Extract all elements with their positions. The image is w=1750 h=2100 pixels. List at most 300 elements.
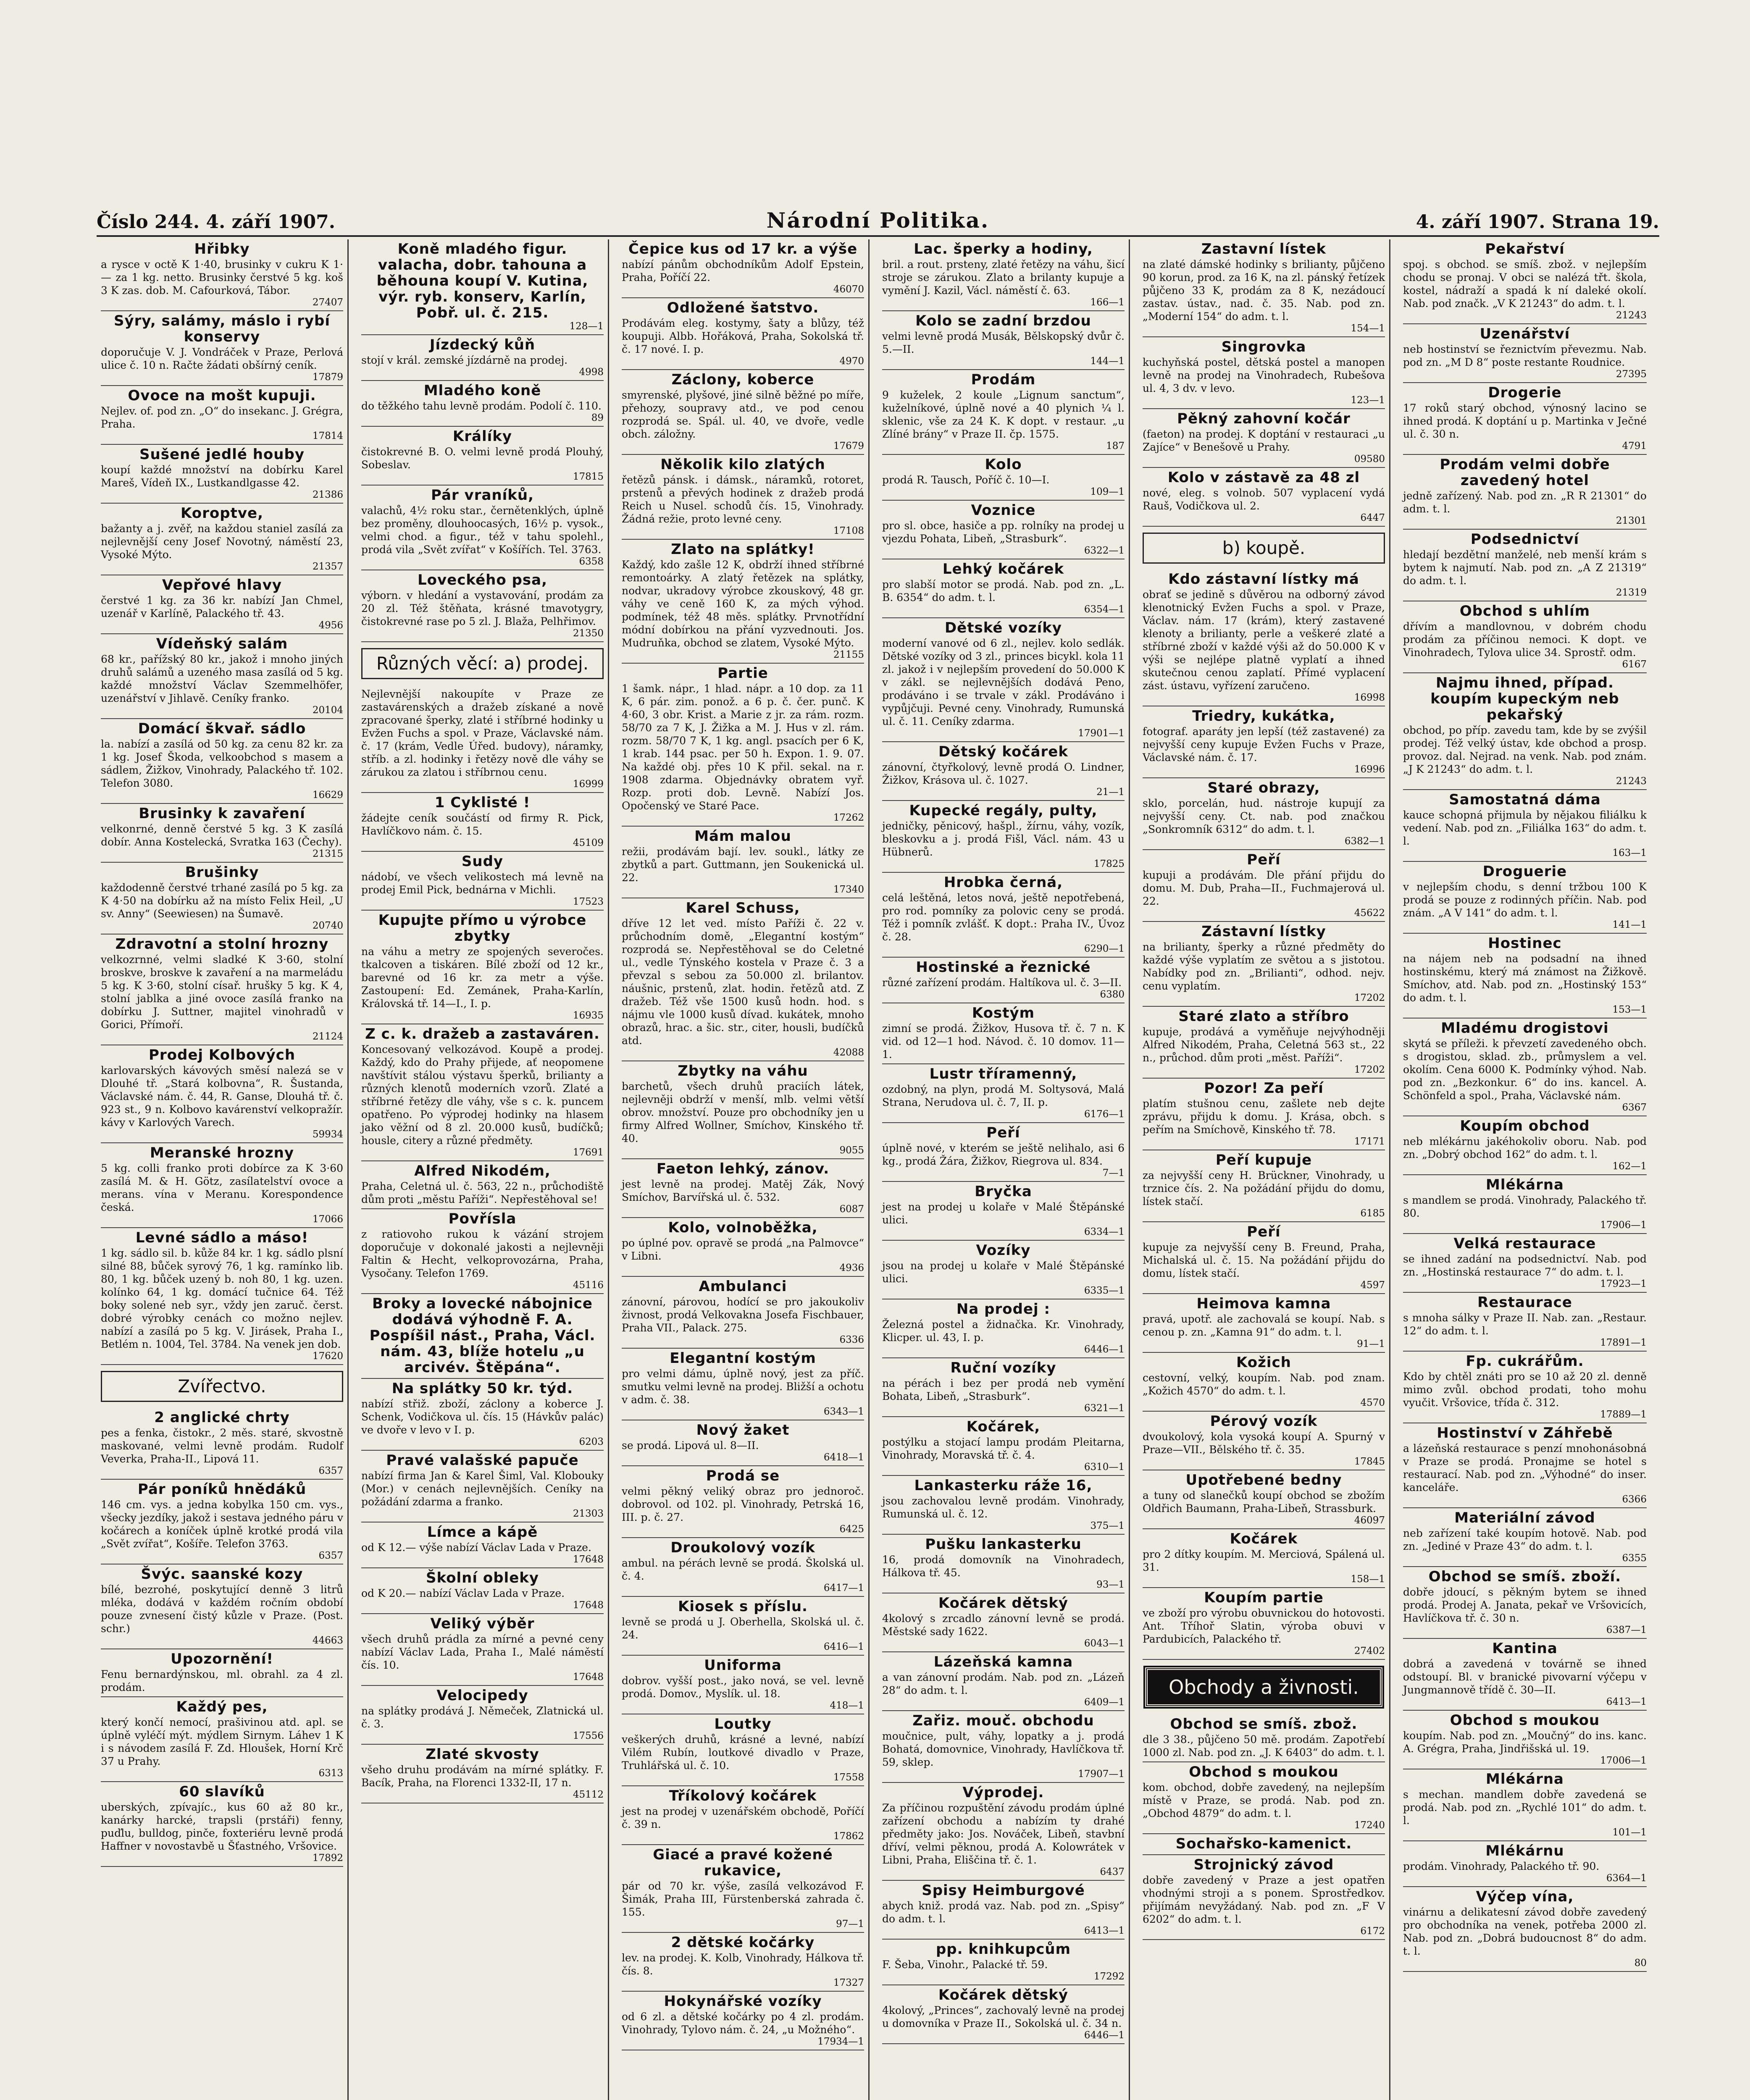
classified-ad <box>882 1711 1125 1783</box>
ad-reference-number: 45116 <box>573 1280 604 1291</box>
ad-reference-number: 59934 <box>312 1129 343 1140</box>
ad-text: s mechan. mandlem dobře zavedená se prodá. Nab. pod zn. „Rychlé 101“ do adm. t. l. <box>1403 1788 1647 1827</box>
ad-reference-number: 162—1 <box>1612 1161 1647 1172</box>
ad-reference-number: 17262 <box>833 812 864 823</box>
classified-ad <box>361 1209 604 1294</box>
ad-title: Velocipedy <box>436 1687 528 1704</box>
classified-ad <box>882 1476 1125 1535</box>
ad-reference-number: 17066 <box>312 1214 343 1225</box>
ad-text: na splátky prodává J. Němeček, Zlatnická ul. č. 3. <box>361 1705 604 1730</box>
ad-title: Elegantní kostým <box>670 1350 816 1367</box>
classified-ad <box>1403 1567 1647 1639</box>
ad-text: pravá, upotř. ale zachovalá se koupí. Nab. s cenou p. zn. „Kamna 91“ do adm. t. l. <box>1143 1313 1385 1338</box>
ad-title: Obchod s moukou <box>1189 1764 1339 1780</box>
classified-ad <box>101 445 343 504</box>
ad-text: v nejlepším chodu, s denní tržbou 100 K prodá se pouze z rodinných příčin. Nab. pod znám. „A V 141“ do adm. t. l. <box>1403 881 1647 919</box>
ad-title: Zařiz. mouč. obchodu <box>912 1712 1094 1729</box>
classified-ad <box>882 801 1125 873</box>
ad-text: dobře jdoucí, s pěkným bytem se ihned prodá. Prodej A. Janata, pekař ve Vršovicích, Havlíčkova tř. č. 30 n. <box>1403 1586 1647 1624</box>
ad-reference-number: 45622 <box>1354 908 1385 919</box>
classified-ad <box>1403 1841 1647 1887</box>
ad-title: Vozíky <box>976 1242 1031 1259</box>
ad-title: Samostatná dáma <box>1449 791 1601 808</box>
ad-text: hledají bezdětní manželé, neb menší krám s bytem k najmutí. Nab. pod zn. „A Z 21319“ do adm. t. l. <box>1403 549 1647 587</box>
ad-text: sklo, porcelán, hud. nástroje kupují za nejvyšší ceny. Ct. nab. pod značkou „Sonkromník 6312“ do adm. t. l. <box>1143 797 1385 835</box>
ad-text: skytá se příleži. k převzetí zavedeného obch. s drogistou, sklad. zb., průmyslem a vel. okolím. Cena 6000 K. Podmínky výhod. Nab. pod zn. „Bezkonkur. 6“ do ins. kancel. A. Schönfeld a spol., Praha, Václavské nám. <box>1403 1037 1647 1102</box>
ad-reference-number: 93—1 <box>1096 1579 1125 1590</box>
classified-ad <box>622 827 864 898</box>
classified-ad <box>1403 934 1647 1018</box>
ad-text: po úplné pov. opravě se prodá „na Palmovce“ v Libni. <box>622 1237 864 1262</box>
ad-reference-number: 187 <box>1106 441 1125 452</box>
ad-reference-number: 6357 <box>318 1465 343 1476</box>
classified-ad <box>1143 239 1385 337</box>
classified-ad <box>1403 673 1647 790</box>
column-4 <box>878 239 1130 2100</box>
ad-title: Zdravotní a stolní hrozny <box>115 936 329 953</box>
ad-text: la. nabízí a zasílá od 50 kg. za cenu 82 kr. za 1 kg. Josef Škoda, velkoobchod s masem a sádlem, Žižkov, Vinohrady, Palackého tř. 102. Telefon 3080. <box>101 738 343 789</box>
ad-reference-number: 17171 <box>1354 1136 1385 1147</box>
ad-reference-number: 21350 <box>573 628 604 639</box>
ad-reference-number: 17891—1 <box>1600 1337 1647 1348</box>
ad-reference-number: 144—1 <box>1090 356 1125 367</box>
ad-title: Na prodej : <box>956 1301 1051 1318</box>
ad-title: Několik kilo zlatých <box>660 456 825 473</box>
ad-title: Koroptve, <box>181 505 263 522</box>
ad-text: neb hostinství se řeznictvím převezmu. Nab. pod zn. „M D 8“ poste restante Roudnice. <box>1403 343 1647 368</box>
classified-ad <box>1143 1222 1385 1294</box>
ad-reference-number: 6416—1 <box>823 1641 864 1652</box>
classified-ad <box>361 486 604 570</box>
ad-title: Tříkolový kočárek <box>669 1788 817 1804</box>
ad-text: každodenně čerstvé trhané zasílá po 5 kg. za K 4·50 na dobírku až na místo Felix Heil, „U sv. Anny“ (Seewiesen) na Šumavě. <box>101 882 343 920</box>
ad-title: Peří kupuje <box>1215 1152 1312 1168</box>
ad-title: Zástavní lístky <box>1201 923 1326 940</box>
classified-ad <box>882 742 1125 801</box>
ad-title: 60 slavíků <box>179 1783 265 1800</box>
ad-title: Lázeňská kamna <box>933 1654 1073 1670</box>
ad-title: Fp. cukrářům. <box>1466 1353 1584 1370</box>
ad-title: Školní obleky <box>426 1570 539 1586</box>
ad-reference-number: 80 <box>1634 1958 1647 1969</box>
classified-ad <box>882 1940 1125 1985</box>
ad-text: nabízí firma Jan & Karel Šiml, Val. Klobouky (Mor.) v cenách nejlevnějších. Ceníky na požádání zdarma a franko. <box>361 1470 604 1508</box>
ad-title: Kolo <box>985 456 1022 473</box>
ad-text: kauce schopná přijmula by nějakou filiálku k vedení. Nab. pod zn. „Filiálka 163“ do adm. t. l. <box>1403 809 1647 847</box>
ad-title: Pérový vozík <box>1210 1413 1318 1430</box>
ad-text: dvoukolový, kola vysoká koupí A. Spurný v Praze—VII., Bělského tř. č. 35. <box>1143 1431 1385 1456</box>
ad-text: pes a fenka, čistokr., 2 měs. staré, skvostně maskované, velmi levně prodám. Rudolf Veverka, Praha-II., Lipová 11. <box>101 1427 343 1465</box>
classified-ad <box>361 911 604 1024</box>
ad-reference-number: 27402 <box>1354 1646 1385 1656</box>
ad-text: na pérách i bez per prodá neb vymění Bohata, Libeň, „Strasburk“. <box>882 1377 1125 1402</box>
ad-title: Hrobka černá, <box>943 874 1063 891</box>
classified-ad <box>882 1417 1125 1476</box>
classified-ad <box>1143 1353 1385 1412</box>
ad-reference-number: 6203 <box>579 1436 604 1447</box>
classified-ad <box>1143 1412 1385 1470</box>
ad-title: Broky a lovecké nábojnice dodává výhodně F. A. Pospíšil nást., Praha, Václ. nám. 43, blíže hotelu „u arcivév. Štěpána“. <box>369 1295 596 1376</box>
ad-text: jest na prodej u kolaře v Malé Štěpánské ulici. <box>882 1201 1125 1226</box>
ad-title: Pár vraníků, <box>431 487 534 504</box>
ad-reference-number: 45109 <box>573 837 604 848</box>
ad-reference-number: 21243 <box>1616 310 1647 321</box>
ad-text: žádejte ceník součástí od firmy R. Pick, Havlíčkovo nám. č. 15. <box>361 812 604 837</box>
classified-ad <box>1143 1470 1385 1529</box>
ad-text: a lázeňská restaurace s penzí mnohonásobná v Praze se prodá. Pronajme se hotel s restaurací. Nab. pod zn. „Výhodné“ do inser. kanceláře. <box>1403 1442 1647 1494</box>
ad-reference-number: 09580 <box>1354 454 1385 465</box>
ad-title: Restaurace <box>1477 1294 1572 1311</box>
ad-title: Ruční vozíky <box>950 1360 1056 1376</box>
ad-reference-number: 21319 <box>1616 587 1647 598</box>
ad-text: na váhu a metry ze spojených severočes. tkalcoven a tiskáren. Bílé zboží od 12 kr., barevné od 16 kr. za metr a výše. Zastoupení: Ed. Zemánek, Praha-Karlín, Královská tř. 14—I., I. p. <box>361 945 604 1010</box>
ad-reference-number: 17108 <box>833 525 864 536</box>
classified-ad <box>361 1024 604 1161</box>
classified-ad <box>101 1480 343 1564</box>
ad-reference-number: 6172 <box>1360 1926 1385 1937</box>
classified-ad <box>101 1649 343 1697</box>
classified-ad <box>1403 1639 1647 1711</box>
ad-text: Praha, Celetná ul. č. 563, 22 n., průchodiště dům proti „městu Paříži“. Nepřestěhoval se! <box>361 1180 604 1205</box>
ad-reference-number: 6446—1 <box>1084 2030 1125 2041</box>
classified-ad <box>101 311 343 386</box>
ad-reference-number: 6364—1 <box>1606 1873 1647 1884</box>
ad-reference-number: 109—1 <box>1090 486 1125 497</box>
classified-ad <box>101 1143 343 1228</box>
ad-title: Singrovka <box>1221 339 1306 355</box>
ad-text: celá leštěná, letos nová, ještě nepotřebená, pro rod. pomníky za polovic ceny se prodá. Též i pomník zvlášť. K dopt.: Praha IV., Úvoz č. 28. <box>882 892 1125 943</box>
classified-ad <box>1403 1423 1647 1508</box>
ad-text: stojí v král. zemské jízdárně na prodej. <box>361 354 568 366</box>
ad-text: 4kolový s zrcadlo zánovní levně se prodá. Městské sady 1622. <box>882 1612 1125 1638</box>
ad-title: Domácí škvař. sádlo <box>138 720 306 737</box>
ad-text: Nejlevnější nakoupíte v Praze ze zastavárenských a dražeb získané a nově zpracované šperky, zlaté i stříbrné hodinky u Evžen Fuchs a spol. v Praze, Václavské nám. č. 17 (krám, Vedle Úřed. budovy), náramky, stříb. a zl. hodinky i řetězy nově dle váhy se zárukou za zlatou i stříbrnou cenu. <box>361 688 604 778</box>
classified-ad <box>361 1294 604 1379</box>
ad-title: Koupím obchod <box>1460 1118 1590 1134</box>
classified-ad <box>101 386 343 445</box>
ad-text: (faeton) na prodej. K doptání v restauraci „u Zajíce“ v Benešově u Prahy. <box>1143 428 1385 453</box>
ad-text: jsou na prodej u kolaře v Malé Štěpánské ulici. <box>882 1260 1125 1285</box>
classified-ad <box>1143 1762 1385 1834</box>
issue-page-right: 4. září 1907. Strana 19. <box>1416 211 1659 233</box>
ad-title: Límce a kápě <box>427 1524 538 1541</box>
ad-text: z ratiovoho rukou k vázání strojem doporučuje v dokonalé jakosti a nejlevněji Faltin & Hecht, velkoprovozárna, Praha, Vysočany. Telefon 1769. <box>361 1228 604 1279</box>
ad-reference-number: 4970 <box>839 356 864 367</box>
ad-reference-number: 17815 <box>573 471 604 482</box>
ad-title: Velká restaurace <box>1453 1235 1596 1252</box>
ad-reference-number: 17845 <box>1354 1456 1385 1467</box>
ad-title: Kolo, volnoběžka, <box>668 1219 818 1236</box>
ad-title: Kostým <box>972 1005 1035 1021</box>
ad-reference-number: 46097 <box>1354 1515 1385 1526</box>
ad-reference-number: 6418—1 <box>823 1452 864 1463</box>
ad-title: Hostinec <box>1488 935 1562 952</box>
ad-text: veškerých druhů, krásné a levné, nabízí Vilém Rubín, loutkové divadlo v Praze, Truhlářská ul. č. 10. <box>622 1733 864 1772</box>
ad-text: F. Šeba, Vinohr., Palacké tř. 59. <box>882 1958 1048 1971</box>
classified-ad <box>1403 1018 1647 1116</box>
ad-reference-number: 4570 <box>1360 1397 1385 1408</box>
ad-title: Partie <box>717 665 768 682</box>
ad-reference-number: 17620 <box>312 1351 343 1362</box>
ad-title: Heimova kamna <box>1196 1295 1331 1312</box>
column-5 <box>1138 239 1390 2100</box>
ad-title: Kdo zástavní lístky má <box>1168 571 1359 588</box>
ad-title: Droukolový vozík <box>670 1539 815 1556</box>
classified-ad <box>361 1614 604 1686</box>
ad-reference-number: 6354—1 <box>1084 604 1125 615</box>
ad-reference-number: 17889—1 <box>1600 1409 1647 1420</box>
ad-text: spoj. s obchod. se smíš. zbož. v nejlepším chodu se pronaj. V obci se nalézá třt. škola, kostel, nádraží a spadá k ní daleké okolí. Nab. pod značk. „V K 21243“ do adm. t. l. <box>1403 258 1647 310</box>
ad-reference-number: 17292 <box>1093 1971 1125 1982</box>
ad-title: Upotřebené bedny <box>1185 1472 1342 1488</box>
classified-ad <box>1403 1116 1647 1175</box>
ad-title: Podsednictví <box>1470 531 1579 548</box>
column-6 <box>1399 239 1651 2100</box>
ad-reference-number: 89 <box>591 412 604 423</box>
classified-ad <box>1143 468 1385 527</box>
ad-text: obrať se jedině s důvěrou na odborný závod klenotnický Evžen Fuchs a spol. v Praze, Václav. nám. 17 (krám), který zastavené klenoty a brilianty, perle a veškeré zlaté a stříbrné zboží v každé výši až do 50.000 K v výši se nejlépe platně vyplatí a ihned skutečnou cenou zaplatí. Přímé vyplacení zást. ústavu, vyřízení zaručeno. <box>1143 588 1385 692</box>
ad-text: velkonrné, denně čerstvé 5 kg. 3 K zasílá dobír. Anna Kostelecká, Svratka 163 (Čechy). <box>101 823 343 848</box>
ad-reference-number: 6447 <box>1360 512 1385 523</box>
ad-text: prodá R. Tausch, Poříč č. 10—I. <box>882 474 1050 486</box>
ad-reference-number: 17825 <box>1093 858 1125 869</box>
ad-text: levně se prodá u J. Oberhella, Skolská ul. č. 24. <box>622 1616 864 1641</box>
ad-text: Každý, kdo zašle 12 K, obdrží ihned stříbrné remontoárky. A zlatý řetězek na splátky, nodvar, ukradovy výrobce zkouskový, 48 gr. váhy ve ceně 160 K, za mých výhod. podmínek, též 48 měs. splátky. Prvnotřídní módní dobírkou na přání vyzvednouti. Jos. Mudruňka, obchod se zlatem, Vysoké Mýto. <box>622 559 864 649</box>
ad-reference-number: 6380 <box>1100 989 1125 1000</box>
ad-title: Kolo v zástavě za 48 zl <box>1167 469 1360 486</box>
classified-ad <box>101 1408 343 1480</box>
classified-ad <box>101 239 343 311</box>
ad-reference-number: 141—1 <box>1612 919 1647 930</box>
ad-reference-number: 21315 <box>312 848 343 859</box>
page-header <box>97 210 1659 237</box>
ad-reference-number: 17907—1 <box>1078 1769 1125 1780</box>
classified-ad <box>622 1349 864 1420</box>
ad-text: nové, eleg. s volnob. 507 vyplacení vydá Rauš, Vodičkova ul. 2. <box>1143 487 1385 512</box>
classified-columns <box>97 239 1659 2100</box>
classified-ad <box>361 1161 604 1209</box>
ad-text: režii, prodávám bají. lev. soukl., látky ze zbytků a part. Guttmann, jen Soukenická ul. 22. <box>622 845 864 884</box>
ad-title: Pěkný zahovní kočár <box>1177 410 1351 427</box>
ad-reference-number: 6043—1 <box>1084 1638 1125 1649</box>
ad-text: neb mlékárnu jakéhokoliv oboru. Nab. pod zn. „Dobrý obchod 162“ do adm. t. l. <box>1403 1135 1647 1160</box>
ad-text: kupuje, prodává a vyměňuje nejvýhodněji Alfred Nikodém, Praha, Celetná 563 st., 22 n., průchod. dům proti „měst. Paříži“. <box>1143 1026 1385 1064</box>
classified-ad <box>622 1277 864 1349</box>
ad-text: který končí nemocí, prašivinou atd. apl. se úplně vyléčí mýt. mýdlem Sirnym. Láhev 1 K i s návodem zasílá F. Zd. Hloušek, Horní Krč 37 u Prahy. <box>101 1716 343 1767</box>
ad-reference-number: 128—1 <box>569 321 604 332</box>
classified-ad <box>882 1535 1125 1593</box>
ad-reference-number: 27395 <box>1616 369 1647 380</box>
classified-ad <box>622 1845 864 1933</box>
ad-text: 4kolový, „Princes“, zachovalý levně na prodej u domovníka v Praze II., Sokolská ul. č. 34 n. <box>882 2004 1125 2029</box>
classified-ad <box>1143 778 1385 850</box>
ad-title: Mám malou <box>694 828 791 845</box>
classified-ad <box>1143 1079 1385 1150</box>
ad-text: jedně zařízený. Nab. pod zn. „R R 21301“ do adm. t. l. <box>1403 490 1647 515</box>
classified-ad <box>101 1782 343 1867</box>
ad-reference-number: 17558 <box>833 1772 864 1783</box>
ad-text: čerstvé 1 kg. za 36 kr. nabízí Jan Chmel, uzenář v Karlíně, Palackého tř. 43. <box>101 594 343 620</box>
ad-text: zimní se prodá. Žižkov, Husova tř. č. 7 n. K vid. od 12—1 hod. Návod. č. 10 domov. 11—1. <box>882 1022 1125 1060</box>
ad-title: Zastavní lístek <box>1201 241 1327 257</box>
ad-title: Prodá se <box>706 1467 780 1484</box>
ad-reference-number: 158—1 <box>1351 1574 1385 1585</box>
ad-title: Giacé a pravé kožené rukavice, <box>653 1846 833 1879</box>
classified-ad <box>101 1697 343 1782</box>
ad-reference-number: 91—1 <box>1357 1339 1385 1349</box>
ad-text: smyrenské, plyšové, jiné silně běžné po míře, přehozy, soupravy atd., ve pod cenou rozprodá se. Spál. ul. 40, ve dvoře, vedle obch. záložny. <box>622 389 864 440</box>
classified-ad <box>101 863 343 934</box>
classified-ad <box>1403 1352 1647 1423</box>
ad-title: Hostinské a řeznické <box>916 959 1091 976</box>
ad-text: za nejvyšší ceny H. Brückner, Vinohrady, u trznice čís. 2. Na požádání přijdu do domu, lístek stačí. <box>1143 1169 1385 1208</box>
classified-ad <box>361 685 604 793</box>
ad-text: na nájem neb na podsadní na ihned hostinskému, který má známost na Žižkově. Smíchov, atd. Nab. pod zn. „Hostinský 153“ do adm. t. l. <box>1403 953 1647 1004</box>
ad-title: Kočárek dětský <box>938 1987 1069 2003</box>
ad-text: se ihned zadání na podsednictví. Nab. pod zn. „Hostinská restaurace 7“ do adm. t. l. <box>1403 1253 1647 1278</box>
ad-reference-number: 6335—1 <box>1084 1285 1125 1296</box>
ad-title: Ovoce na mošt kupuji. <box>128 387 316 404</box>
ad-text: Kdo by chtěl znáti pro se 10 až 20 zl. denně mimo zvůl. obchod prodati, toho mohu vyučit. Vršovice, třída č. 312. <box>1403 1370 1647 1409</box>
ad-title: Mlékárnu <box>1485 1843 1564 1859</box>
classified-ad <box>1403 1234 1647 1293</box>
classified-ad <box>882 501 1125 559</box>
classified-ad <box>101 1045 343 1143</box>
ad-reference-number: 6321—1 <box>1084 1403 1125 1414</box>
ad-text: od K 12.— výše nabízí Václav Lada v Praze. <box>361 1541 591 1554</box>
ad-text: uberských, zpívajíc., kus 60 až 80 kr., kanárky harcké, trapsli (prstáři) fenny, puďlu, bulldog, pinče, foxteriéru levně prodá Haffner v novostavbě u Šťastného, Vršovice. <box>101 1801 343 1852</box>
ad-reference-number: 20740 <box>312 920 343 931</box>
classified-ad <box>361 381 604 427</box>
ad-text: vinárnu a delikatesní závod dobře zavedený pro obchodníka na venek, potřeba 2000 zl. Nab. pod zn. „Dobrá budoucnost 8“ do adm. t. l. <box>1403 1906 1647 1957</box>
ad-text: pro 2 dítky koupím. M. Merciová, Spálená ul. 31. <box>1143 1548 1385 1573</box>
ad-reference-number: 6087 <box>839 1204 864 1215</box>
ad-reference-number: 153—1 <box>1612 1004 1647 1015</box>
ad-title: Staré obrazy, <box>1207 780 1320 796</box>
ad-reference-number: 17648 <box>573 1672 604 1683</box>
ad-text: neb zařízení také koupím hotově. Nab. pod zn. „Jediné v Praze 43“ do adm. t. l. <box>1403 1527 1647 1552</box>
ad-title: Levné sádlo a máso! <box>135 1229 309 1246</box>
ad-reference-number: 6417—1 <box>823 1583 864 1593</box>
ad-text: jest levně na prodej. Matěj Zák, Nový Smíchov, Barvířská ul. č. 532. <box>622 1178 864 1203</box>
ad-title: Najmu ihned, případ. koupím kupeckým neb pekařský <box>1430 675 1619 723</box>
classified-ad <box>622 1992 864 2050</box>
ad-text: a van zánovní prodám. Nab. pod zn. „Lázeň 28“ do adm. t. l. <box>882 1671 1125 1696</box>
ad-reference-number: 6310—1 <box>1084 1462 1125 1473</box>
classified-ad <box>361 1686 604 1745</box>
classified-ad <box>361 1568 604 1614</box>
ad-text: se prodá. Lipová ul. 8—II. <box>622 1439 759 1452</box>
ad-reference-number: 42088 <box>833 1047 864 1058</box>
ad-text: dříve 12 let ved. místo Paříži č. 22 v. průchodním domě, „Elegantní kostým“ rozprodá se. Nepřestěhoval se do Celetné ul., vedle Týnského kostela v Praze č. 3 a převzal s sebou za 50.000 zl. brilantov. náušnic, prstenů, zlat. hodin. řetězů atd. Z dražeb. Též vše 1500 kusů hodn. hod. s nájmu vle 1000 kusů dívad. kukátek, mnoho obrazů, hrac. a šic. str., citer, housli, budíčků atd. <box>622 917 864 1047</box>
ad-title: Pozor! Za peří <box>1204 1080 1324 1097</box>
ad-reference-number: 17691 <box>573 1147 604 1158</box>
ad-text: prodám. Vinohrady, Palackého tř. 90. <box>1403 1860 1600 1872</box>
classified-ad <box>1143 409 1385 468</box>
ad-title: Brusinky k zavaření <box>139 805 305 822</box>
classified-ad <box>1143 1588 1385 1660</box>
ad-title: Záclony, koberce <box>671 371 815 388</box>
ad-title: Zlato na splátky! <box>671 541 815 558</box>
ad-text: bílé, bezrohé, poskytující denně 3 litrů mléka, dodává v každém ročním období pouze zvnesení čistý kůzle v Praze. (Post. schr.) <box>101 1583 343 1635</box>
ad-title: Jízdecký kůň <box>429 336 536 353</box>
ad-title: Kupujte přímo u výrobce zbytky <box>378 912 587 945</box>
ad-reference-number: 6366 <box>1622 1494 1647 1505</box>
classified-ad <box>622 1786 864 1845</box>
ad-reference-number: 17923—1 <box>1600 1278 1647 1289</box>
ad-reference-number: 17327 <box>833 1977 864 1988</box>
ad-title: Lehký kočárek <box>942 561 1064 578</box>
classified-ad <box>882 239 1125 311</box>
ad-reference-number: 17648 <box>573 1554 604 1565</box>
classified-ad <box>882 1182 1125 1241</box>
issue-date-left: Číslo 244. 4. září 1907. <box>97 211 336 233</box>
ad-title: Lankasterku ráže 16, <box>914 1477 1093 1494</box>
ad-text: ve zboží pro výrobu obuvnickou do hotovosti. Ant. Tříhoř Slatin, výroba obuvi v Pardubicích, Palackého tř. <box>1143 1607 1385 1645</box>
ad-text: Nejlev. of. pod zn. „O“ do insekanc. J. Grégra, Praha. <box>101 405 343 430</box>
ad-text: koupí každé množství na dobírku Karel Mareš, Vídeň IX., Lustkandlgasse 42. <box>101 464 343 489</box>
ad-title: Bryčka <box>975 1183 1032 1200</box>
ad-reference-number: 154—1 <box>1351 323 1385 334</box>
classified-ad <box>1143 1007 1385 1079</box>
ad-title: Hostinství v Záhřebě <box>1437 1425 1613 1441</box>
ad-reference-number: 45112 <box>573 1789 604 1800</box>
ad-title: Sudy <box>461 853 504 870</box>
ad-reference-number: 101—1 <box>1612 1827 1647 1838</box>
ad-title: Staré zlato a stříbro <box>1178 1008 1349 1025</box>
classified-ad <box>101 719 343 804</box>
ad-title: Výčep vína, <box>1476 1888 1574 1905</box>
ad-title: Drogerie <box>1488 384 1562 401</box>
ad-text: bažanty a j. zvěř, na každou staniel zasílá za nejlevnější ceny Josef Novotný, náměstí 23, Vysoké Mýto. <box>101 522 343 561</box>
ad-text: 1 kg. sádlo sil. b. kůže 84 kr. 1 kg. sádlo plsní silné 88, bůček syrový 76, 1 kg. ramínko lib. 80, 1 kg. bůček uzený b. noh 80, 1 kg. uzen. kolínko 64, 1 kg. domácí tučnice 64. Též boky solené neb syr., vždy jen zaruč. čerst. dobré výrobky cenách co možno nejlev. nabízí a zasílá po 5 kg. V. Jirásek, Praha I., Betlém n. 1004, Tel. 3784. Na venek jen dob. <box>101 1247 343 1350</box>
ad-text: řetězů pánsk. i dámsk., náramků, rotoret, prstenů a převých hodinek z dražeb prodá Reich u Nusel. schodů čís. 15, Vinohrady. Žádná režie, proto levné ceny. <box>622 474 864 525</box>
ad-reference-number: 17901—1 <box>1078 728 1125 739</box>
ad-text: karlovarských kávových směsí nalezá se v Dlouhé tř. „Stará kolbovna“, R. Šustanda, Václavské nám. č. 44, R. Ganse, Dlouhá tř. č. 923 st., 9 n. Kolbovo kavárenství velkopražír. kávy v Karlových Varech. <box>101 1064 343 1129</box>
ad-title: Peří <box>1247 1223 1281 1240</box>
ad-title: Spisy Heimburgové <box>922 1882 1085 1899</box>
ad-reference-number: 6437 <box>1100 1866 1125 1877</box>
classified-ad <box>882 370 1125 455</box>
ad-title: Pušku lankasterku <box>925 1536 1082 1553</box>
ad-text: dobře zavedený v Praze a jest opatřen vhodnými stroji a s ponem. Sprostředkov. přijímám nevyžádaný. Nab. pod zn. „F V 6202“ do adm. t. l. <box>1143 1874 1385 1925</box>
ad-reference-number: 6343—1 <box>823 1406 864 1417</box>
ad-title: Pekařství <box>1485 241 1565 257</box>
classified-ad <box>622 1933 864 1992</box>
ad-reference-number: 6409—1 <box>1084 1697 1125 1708</box>
classified-ad <box>361 1745 604 1803</box>
classified-ad <box>361 793 604 852</box>
ad-reference-number: 20104 <box>312 705 343 716</box>
classified-ad <box>1403 239 1647 324</box>
ad-text: a rysce v octě K 1·40, brusinky v cukru K 1·— za 1 kg. netto. Brusinky čerstvé 5 kg. koš 3 K zas. dob. M. Cafourková, Tábor. <box>101 258 343 297</box>
classified-ad <box>882 1783 1125 1881</box>
ad-title: Každý pes, <box>176 1698 268 1715</box>
ad-reference-number: 17906—1 <box>1600 1220 1647 1231</box>
ad-title: Dětské vozíky <box>944 620 1062 636</box>
ad-title: Droguerie <box>1482 863 1567 880</box>
classified-ad <box>1143 1150 1385 1222</box>
ad-title: Mlékárna <box>1485 1771 1564 1788</box>
classified-ad <box>361 427 604 486</box>
ad-title: Lustr tříramenný, <box>929 1066 1077 1082</box>
classified-ad <box>882 1064 1125 1123</box>
classified-ad <box>882 1241 1125 1299</box>
ad-title: Uzenářství <box>1479 326 1570 342</box>
classified-ad <box>882 311 1125 370</box>
ad-reference-number: 16629 <box>312 790 343 801</box>
ad-title: Triedry, kukátka, <box>1192 708 1335 724</box>
